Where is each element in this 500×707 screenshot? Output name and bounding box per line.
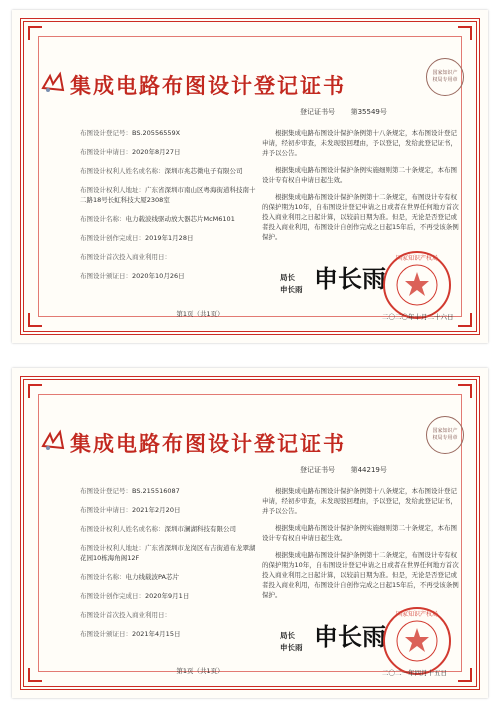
field-row: 布图设计权利人姓名或名称：深圳市兆芯微电子有限公司 [80,167,243,175]
svg-text:申长雨: 申长雨 [314,264,386,293]
director-block: 局长 申长雨 [280,273,303,294]
small-stamp: 国家知识产权局专用章 [426,58,464,96]
page-number: 第1页（共1页） [176,310,224,318]
svg-text:国家知识产权局: 国家知识产权局 [395,611,439,618]
certificate-title: 集成电路布图设计登记证书 [70,73,346,98]
certificate-fields [80,128,256,290]
field-row: 布图设计登记号：BS.215516087 [80,487,180,495]
field-row: 布图设计颁证日：2021年4月15日 [80,630,181,638]
certificate-title: 集成电路布图设计登记证书 [70,431,346,456]
field-row: 布图设计创作完成日：2020年9月1日 [80,592,190,600]
certificate-body: 根据集成电路布图设计保护条例第十八条规定，本布图设计登记申请，经初步审查，未发现驳回理由，予以登记，发给此登记证书，并予以公告。 根据集成电路布图设计保护条例实施细则第二十条规定，本布图设计专有权自申请日起生效。 根据集成电路布图设计保护条例第十二条规定，布图设计专有权的保护期为10年，自布图设计登记申请之日或者在世界任何地方首次投入商业利用之日起计算，以较前日期为准。但是，无论是否登记或者投入商业利用，布图设计自创作完成之日起15年后，不再受该条例保护。 [262,129,459,241]
field-row: 布图设计登记号：BS.20556559X [80,129,181,137]
field-row: 布图设计名称：电力载波线驱动放大器芯片McM6101 [80,215,235,223]
field-row: 布图设计申请日：2020年8月27日 [80,148,181,156]
field-row: 布图设计首次投入商业利用日： [80,253,171,261]
field-row: 布图设计权利人地址：广东省深圳市龙岗区布吉街道布龙翠湖花园10栋海角阁12F [80,544,256,562]
svg-text:国家知识产权局: 国家知识产权局 [395,255,439,262]
certificate-2 [12,368,488,698]
field-row: 布图设计颁证日：2020年10月26日 [80,272,185,280]
svg-text:申长雨: 申长雨 [314,622,386,651]
field-row: 布图设计名称：电力线载波PA芯片 [80,573,179,581]
field-row: 布图设计创作完成日：2019年1月28日 [80,234,194,242]
page-number: 第1页（共1页） [176,667,224,675]
small-stamp: 国家知识产权局专用章 [426,416,464,454]
certificate-fields [80,486,256,648]
field-row: 布图设计权利人地址：广东省深圳市南山区粤海街道科技南十二路18号长虹科技大厦2308室 [80,186,256,204]
field-row: 布图设计申请日：2021年2月20日 [80,506,181,514]
registration-number: 登记证书号 第44219号 [300,466,387,474]
director-block: 局长 申长雨 [280,631,303,652]
logo-icon [40,70,66,96]
logo-icon [40,428,66,454]
registration-number: 登记证书号 第35549号 [300,108,387,116]
certificate-body: 根据集成电路布图设计保护条例第十八条规定，本布图设计登记申请，经初步审查，未发现驳回理由，予以登记，发给此登记证书，并予以公告。 根据集成电路布图设计保护条例实施细则第二十条规定，本布图设计专有权自申请日起生效。 根据集成电路布图设计保护条例第十二条规定，布图设计专有权的保护期为10年，自布图设计登记申请之日或者在世界任何地方首次投入商业利用之日起计算，以较前日期为准。但是，无论是否登记或者投入商业利用，布图设计自创作完成之日起15年后，不再受该条例保护。 [262,487,459,599]
certificate-1 [12,10,488,343]
field-row: 布图设计首次投入商业利用日： [80,611,171,619]
issue-date: 二〇二一年四月十五日 [382,669,447,677]
field-row: 布图设计权利人姓名或名称：深圳市澜湖科技有限公司 [80,525,236,533]
issue-date: 二〇二〇年十月二十六日 [382,313,454,321]
